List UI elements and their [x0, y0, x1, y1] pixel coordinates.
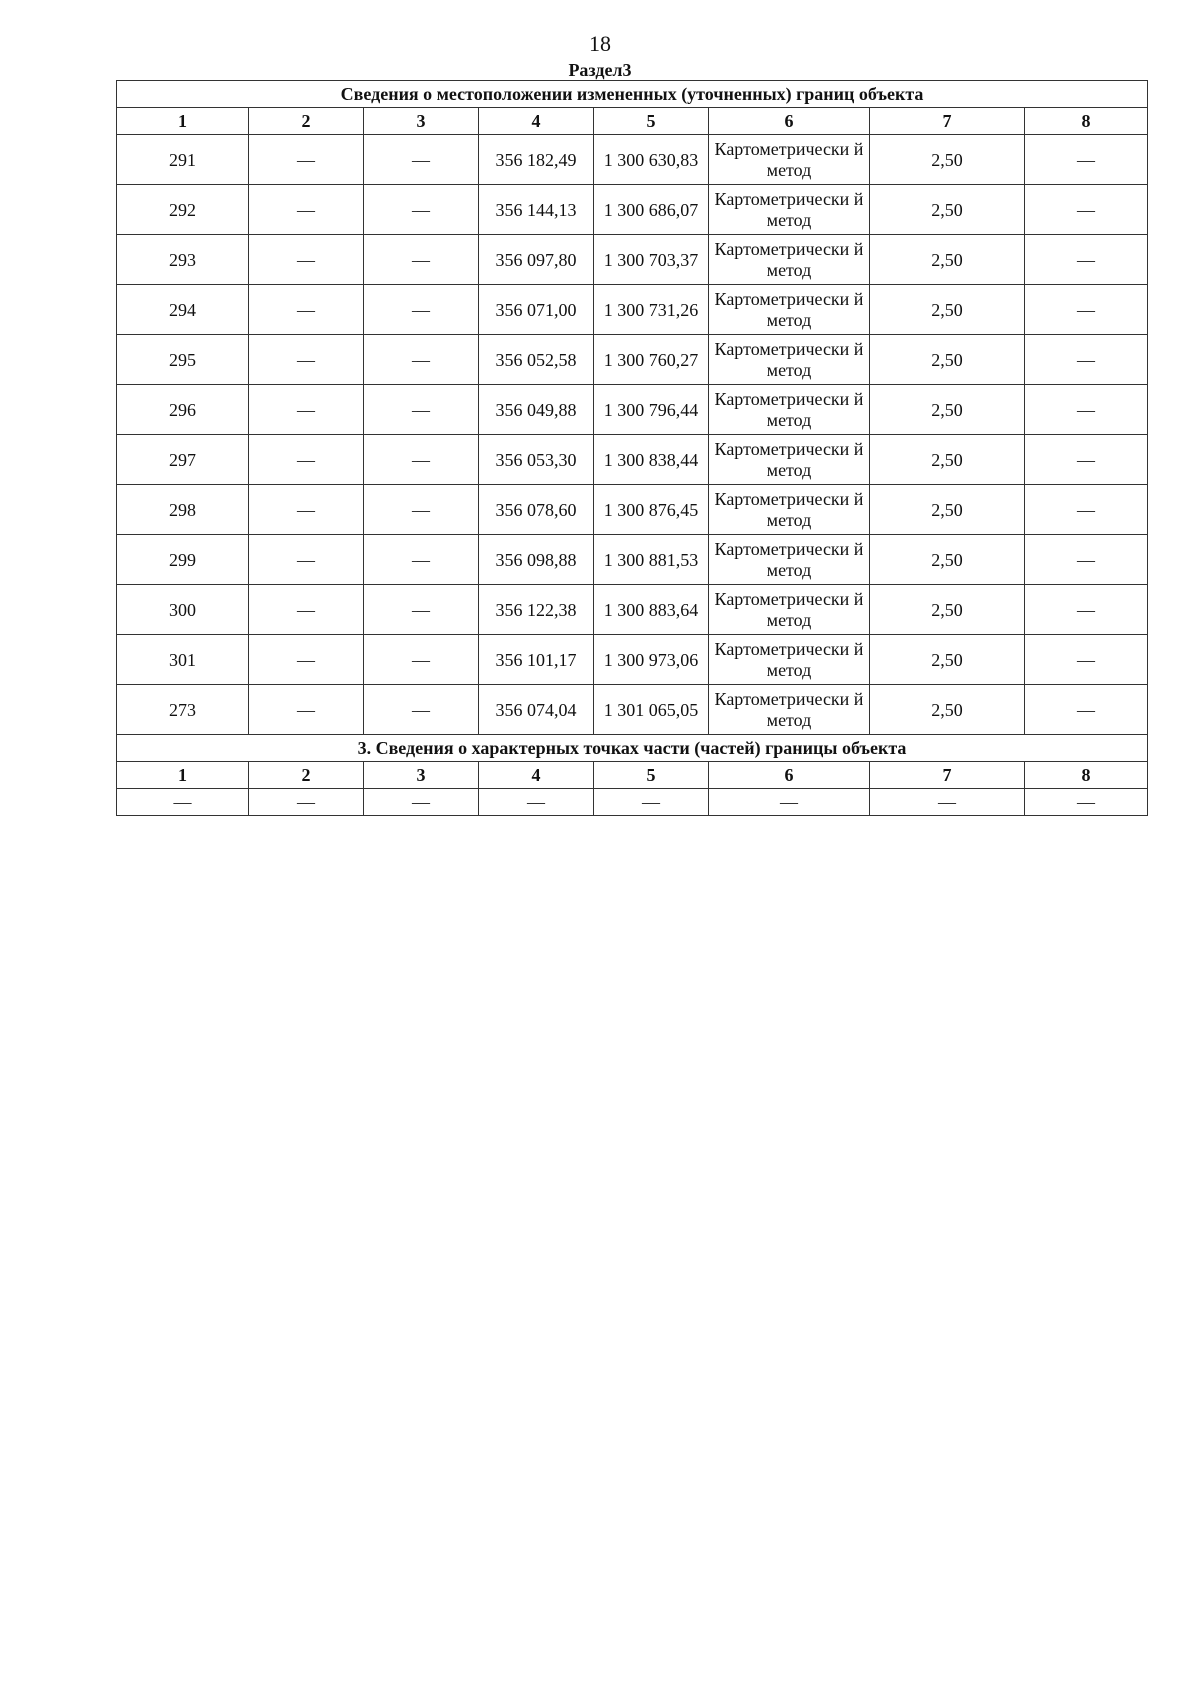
table1-cell-col-8: — — [1025, 335, 1148, 385]
table1-cell-col-8: — — [1025, 285, 1148, 335]
table2-cell-col-4: — — [479, 789, 594, 816]
table1-cell-col-5: 1 300 881,53 — [594, 535, 709, 585]
table1-cell-col-5: 1 300 838,44 — [594, 435, 709, 485]
table1-cell-col-8: — — [1025, 235, 1148, 285]
table1-cell-col-5: 1 301 065,05 — [594, 685, 709, 735]
table1-cell-col-7: 2,50 — [870, 685, 1025, 735]
table1-cell-col-1: 301 — [117, 635, 249, 685]
table2-header-col-4: 4 — [479, 762, 594, 789]
table1-cell-col-1: 273 — [117, 685, 249, 735]
table1-cell-col-2: — — [249, 235, 364, 285]
table1-cell-col-3: — — [364, 285, 479, 335]
table1-cell-col-4: 356 182,49 — [479, 135, 594, 185]
table1-cell-col-1: 300 — [117, 585, 249, 635]
table1-cell-col-2: — — [249, 585, 364, 635]
table1-cell-col-6: Картометрически й метод — [709, 385, 870, 435]
table1-cell-col-3: — — [364, 335, 479, 385]
table2-cell-col-5: — — [594, 789, 709, 816]
table1-header-col-1: 1 — [117, 108, 249, 135]
table1-cell-col-7: 2,50 — [870, 185, 1025, 235]
table1-cell-col-3: — — [364, 185, 479, 235]
table1-cell-col-7: 2,50 — [870, 335, 1025, 385]
table1-cell-col-3: — — [364, 535, 479, 585]
table1-cell-col-1: 294 — [117, 285, 249, 335]
table1-cell-col-7: 2,50 — [870, 385, 1025, 435]
table1-cell-col-3: — — [364, 685, 479, 735]
table1-cell-col-2: — — [249, 335, 364, 385]
table1-cell-col-6: Картометрически й метод — [709, 285, 870, 335]
table1-cell-col-2: — — [249, 685, 364, 735]
table1-cell-col-6: Картометрически й метод — [709, 335, 870, 385]
table1-header-col-5: 5 — [594, 108, 709, 135]
table1-cell-col-5: 1 300 883,64 — [594, 585, 709, 635]
table1-cell-col-8: — — [1025, 535, 1148, 585]
table1-cell-col-3: — — [364, 385, 479, 435]
table1-cell-col-6: Картометрически й метод — [709, 235, 870, 285]
table2-title: 3. Сведения о характерных точках части (частей) границы объекта — [117, 735, 1148, 762]
table2-header-row — [117, 762, 1148, 789]
table-row — [117, 789, 1148, 816]
table1-cell-col-4: 356 071,00 — [479, 285, 594, 335]
table1-cell-col-2: — — [249, 635, 364, 685]
table2-header-col-1: 1 — [117, 762, 249, 789]
table-row — [117, 285, 1148, 335]
table1-cell-col-7: 2,50 — [870, 285, 1025, 335]
table1-cell-col-1: 296 — [117, 385, 249, 435]
table1-cell-col-4: 356 078,60 — [479, 485, 594, 535]
table1-title-row — [117, 81, 1148, 108]
coordinates-table-body — [117, 81, 1148, 816]
table1-cell-col-5: 1 300 630,83 — [594, 135, 709, 185]
table1-cell-col-7: 2,50 — [870, 235, 1025, 285]
table1-cell-col-8: — — [1025, 385, 1148, 435]
table1-cell-col-3: — — [364, 585, 479, 635]
table1-cell-col-1: 293 — [117, 235, 249, 285]
table1-cell-col-4: 356 074,04 — [479, 685, 594, 735]
table1-cell-col-1: 295 — [117, 335, 249, 385]
page-number: 18 — [589, 31, 611, 56]
table1-cell-col-1: 299 — [117, 535, 249, 585]
table1-cell-col-5: 1 300 760,27 — [594, 335, 709, 385]
table1-cell-col-8: — — [1025, 635, 1148, 685]
table2-header-col-7: 7 — [870, 762, 1025, 789]
table1-cell-col-4: 356 101,17 — [479, 635, 594, 685]
table1-cell-col-4: 356 053,30 — [479, 435, 594, 485]
table-row — [117, 135, 1148, 185]
table1-cell-col-3: — — [364, 435, 479, 485]
table1-cell-col-7: 2,50 — [870, 585, 1025, 635]
table2-cell-col-1: — — [117, 789, 249, 816]
table1-header-col-8: 8 — [1025, 108, 1148, 135]
table-row — [117, 535, 1148, 585]
table-row — [117, 685, 1148, 735]
table1-cell-col-8: — — [1025, 135, 1148, 185]
boundary-coordinates-table — [116, 80, 1148, 816]
table1-cell-col-4: 356 122,38 — [479, 585, 594, 635]
table1-cell-col-3: — — [364, 485, 479, 535]
table1-cell-col-3: — — [364, 135, 479, 185]
table1-header-col-7: 7 — [870, 108, 1025, 135]
table2-header-col-5: 5 — [594, 762, 709, 789]
table1-cell-col-6: Картометрически й метод — [709, 485, 870, 535]
table1-cell-col-6: Картометрически й метод — [709, 135, 870, 185]
table1-cell-col-6: Картометрически й метод — [709, 685, 870, 735]
table-row — [117, 185, 1148, 235]
table1-cell-col-7: 2,50 — [870, 485, 1025, 535]
table1-header-col-3: 3 — [364, 108, 479, 135]
table1-cell-col-7: 2,50 — [870, 135, 1025, 185]
table2-cell-col-6: — — [709, 789, 870, 816]
table1-cell-col-5: 1 300 876,45 — [594, 485, 709, 535]
table1-cell-col-6: Картометрически й метод — [709, 435, 870, 485]
table1-header-col-2: 2 — [249, 108, 364, 135]
table1-cell-col-2: — — [249, 435, 364, 485]
table1-cell-col-6: Картометрически й метод — [709, 535, 870, 585]
table2-header-col-6: 6 — [709, 762, 870, 789]
table2-header-col-3: 3 — [364, 762, 479, 789]
table1-cell-col-2: — — [249, 385, 364, 435]
table1-cell-col-4: 356 052,58 — [479, 335, 594, 385]
table1-cell-col-5: 1 300 973,06 — [594, 635, 709, 685]
table1-cell-col-6: Картометрически й метод — [709, 635, 870, 685]
table2-header-col-2: 2 — [249, 762, 364, 789]
table1-cell-col-5: 1 300 731,26 — [594, 285, 709, 335]
table1-cell-col-2: — — [249, 485, 364, 535]
table1-cell-col-2: — — [249, 535, 364, 585]
table1-cell-col-8: — — [1025, 585, 1148, 635]
table1-header-col-4: 4 — [479, 108, 594, 135]
section-title: Раздел3 — [568, 60, 632, 80]
table1-cell-col-2: — — [249, 135, 364, 185]
table1-cell-col-1: 298 — [117, 485, 249, 535]
table1-cell-col-6: Картометрически й метод — [709, 585, 870, 635]
table1-cell-col-4: 356 098,88 — [479, 535, 594, 585]
table1-cell-col-1: 291 — [117, 135, 249, 185]
table1-cell-col-7: 2,50 — [870, 435, 1025, 485]
table-row — [117, 435, 1148, 485]
table2-cell-col-7: — — [870, 789, 1025, 816]
table1-cell-col-2: — — [249, 185, 364, 235]
table1-cell-col-4: 356 144,13 — [479, 185, 594, 235]
table1-cell-col-8: — — [1025, 485, 1148, 535]
table1-cell-col-8: — — [1025, 685, 1148, 735]
table1-header-row — [117, 108, 1148, 135]
table1-cell-col-2: — — [249, 285, 364, 335]
table1-cell-col-8: — — [1025, 435, 1148, 485]
table2-cell-col-3: — — [364, 789, 479, 816]
table-row — [117, 335, 1148, 385]
table1-title: Сведения о местоположении измененных (уточненных) границ объекта — [117, 81, 1148, 108]
table1-cell-col-4: 356 049,88 — [479, 385, 594, 435]
table-row — [117, 235, 1148, 285]
table1-cell-col-3: — — [364, 635, 479, 685]
table-row — [117, 635, 1148, 685]
table-row — [117, 385, 1148, 435]
table1-cell-col-7: 2,50 — [870, 535, 1025, 585]
table2-title-row — [117, 735, 1148, 762]
table2-header-col-8: 8 — [1025, 762, 1148, 789]
table1-cell-col-1: 297 — [117, 435, 249, 485]
table1-cell-col-7: 2,50 — [870, 635, 1025, 685]
table1-cell-col-4: 356 097,80 — [479, 235, 594, 285]
table-row — [117, 485, 1148, 535]
table1-cell-col-6: Картометрически й метод — [709, 185, 870, 235]
table1-cell-col-1: 292 — [117, 185, 249, 235]
table2-cell-col-2: — — [249, 789, 364, 816]
table1-header-col-6: 6 — [709, 108, 870, 135]
table1-cell-col-8: — — [1025, 185, 1148, 235]
table-row — [117, 585, 1148, 635]
table1-cell-col-5: 1 300 796,44 — [594, 385, 709, 435]
table1-cell-col-5: 1 300 686,07 — [594, 185, 709, 235]
table1-cell-col-3: — — [364, 235, 479, 285]
table2-cell-col-8: — — [1025, 789, 1148, 816]
table1-cell-col-5: 1 300 703,37 — [594, 235, 709, 285]
